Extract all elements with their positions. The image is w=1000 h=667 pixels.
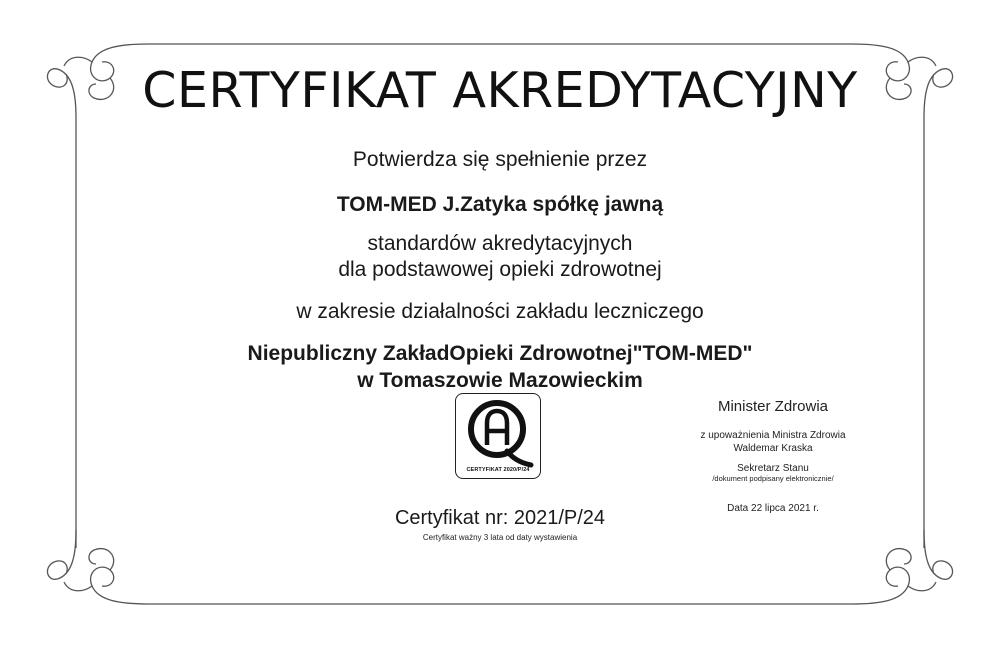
signatory-name: Waldemar Kraska xyxy=(733,443,813,454)
corner-flourish-bottom-right xyxy=(852,530,953,604)
logo-caption: CERTYFIKAT 2020/P/24 xyxy=(466,467,530,473)
confirms-line: Potwierdza się spełnienie przez xyxy=(352,148,648,171)
authorization-text: z upoważnienia Ministra Zdrowia xyxy=(700,430,846,441)
minister-title: Minister Zdrowia xyxy=(717,398,829,415)
certificate-number: Certyfikat nr: 2021/P/24 xyxy=(394,507,606,529)
issue-date: Data 22 lipca 2021 r. xyxy=(727,503,819,514)
certificate-title: CERTYFIKAT AKREDYTACYJNY xyxy=(142,62,858,119)
scope-line: w zakresie działalności zakładu leczniczego xyxy=(296,300,704,323)
standards-line-2: dla podstawowej opieki zdrowotnej xyxy=(338,258,662,281)
standards-line-1: standardów akredytacyjnych xyxy=(367,232,633,255)
quality-q-mark-icon xyxy=(455,393,541,479)
facility-line-2: w Tomaszowie Mazowieckim xyxy=(357,369,643,392)
signatory-position: Sekretarz Stanu xyxy=(737,463,809,474)
corner-flourish-bottom-left xyxy=(47,530,148,604)
facility-line-1: Niepubliczny ZakładOpieki Zdrowotnej"TOM-MED" xyxy=(247,342,753,365)
validity-note: Certyfikat ważny 3 lata od daty wystawienia xyxy=(422,533,578,542)
signed-note: /dokument podpisany elektronicznie/ xyxy=(712,474,834,483)
entity-name: TOM-MED J.Zatyka spółkę jawną xyxy=(336,193,664,216)
accreditation-logo xyxy=(455,393,541,479)
